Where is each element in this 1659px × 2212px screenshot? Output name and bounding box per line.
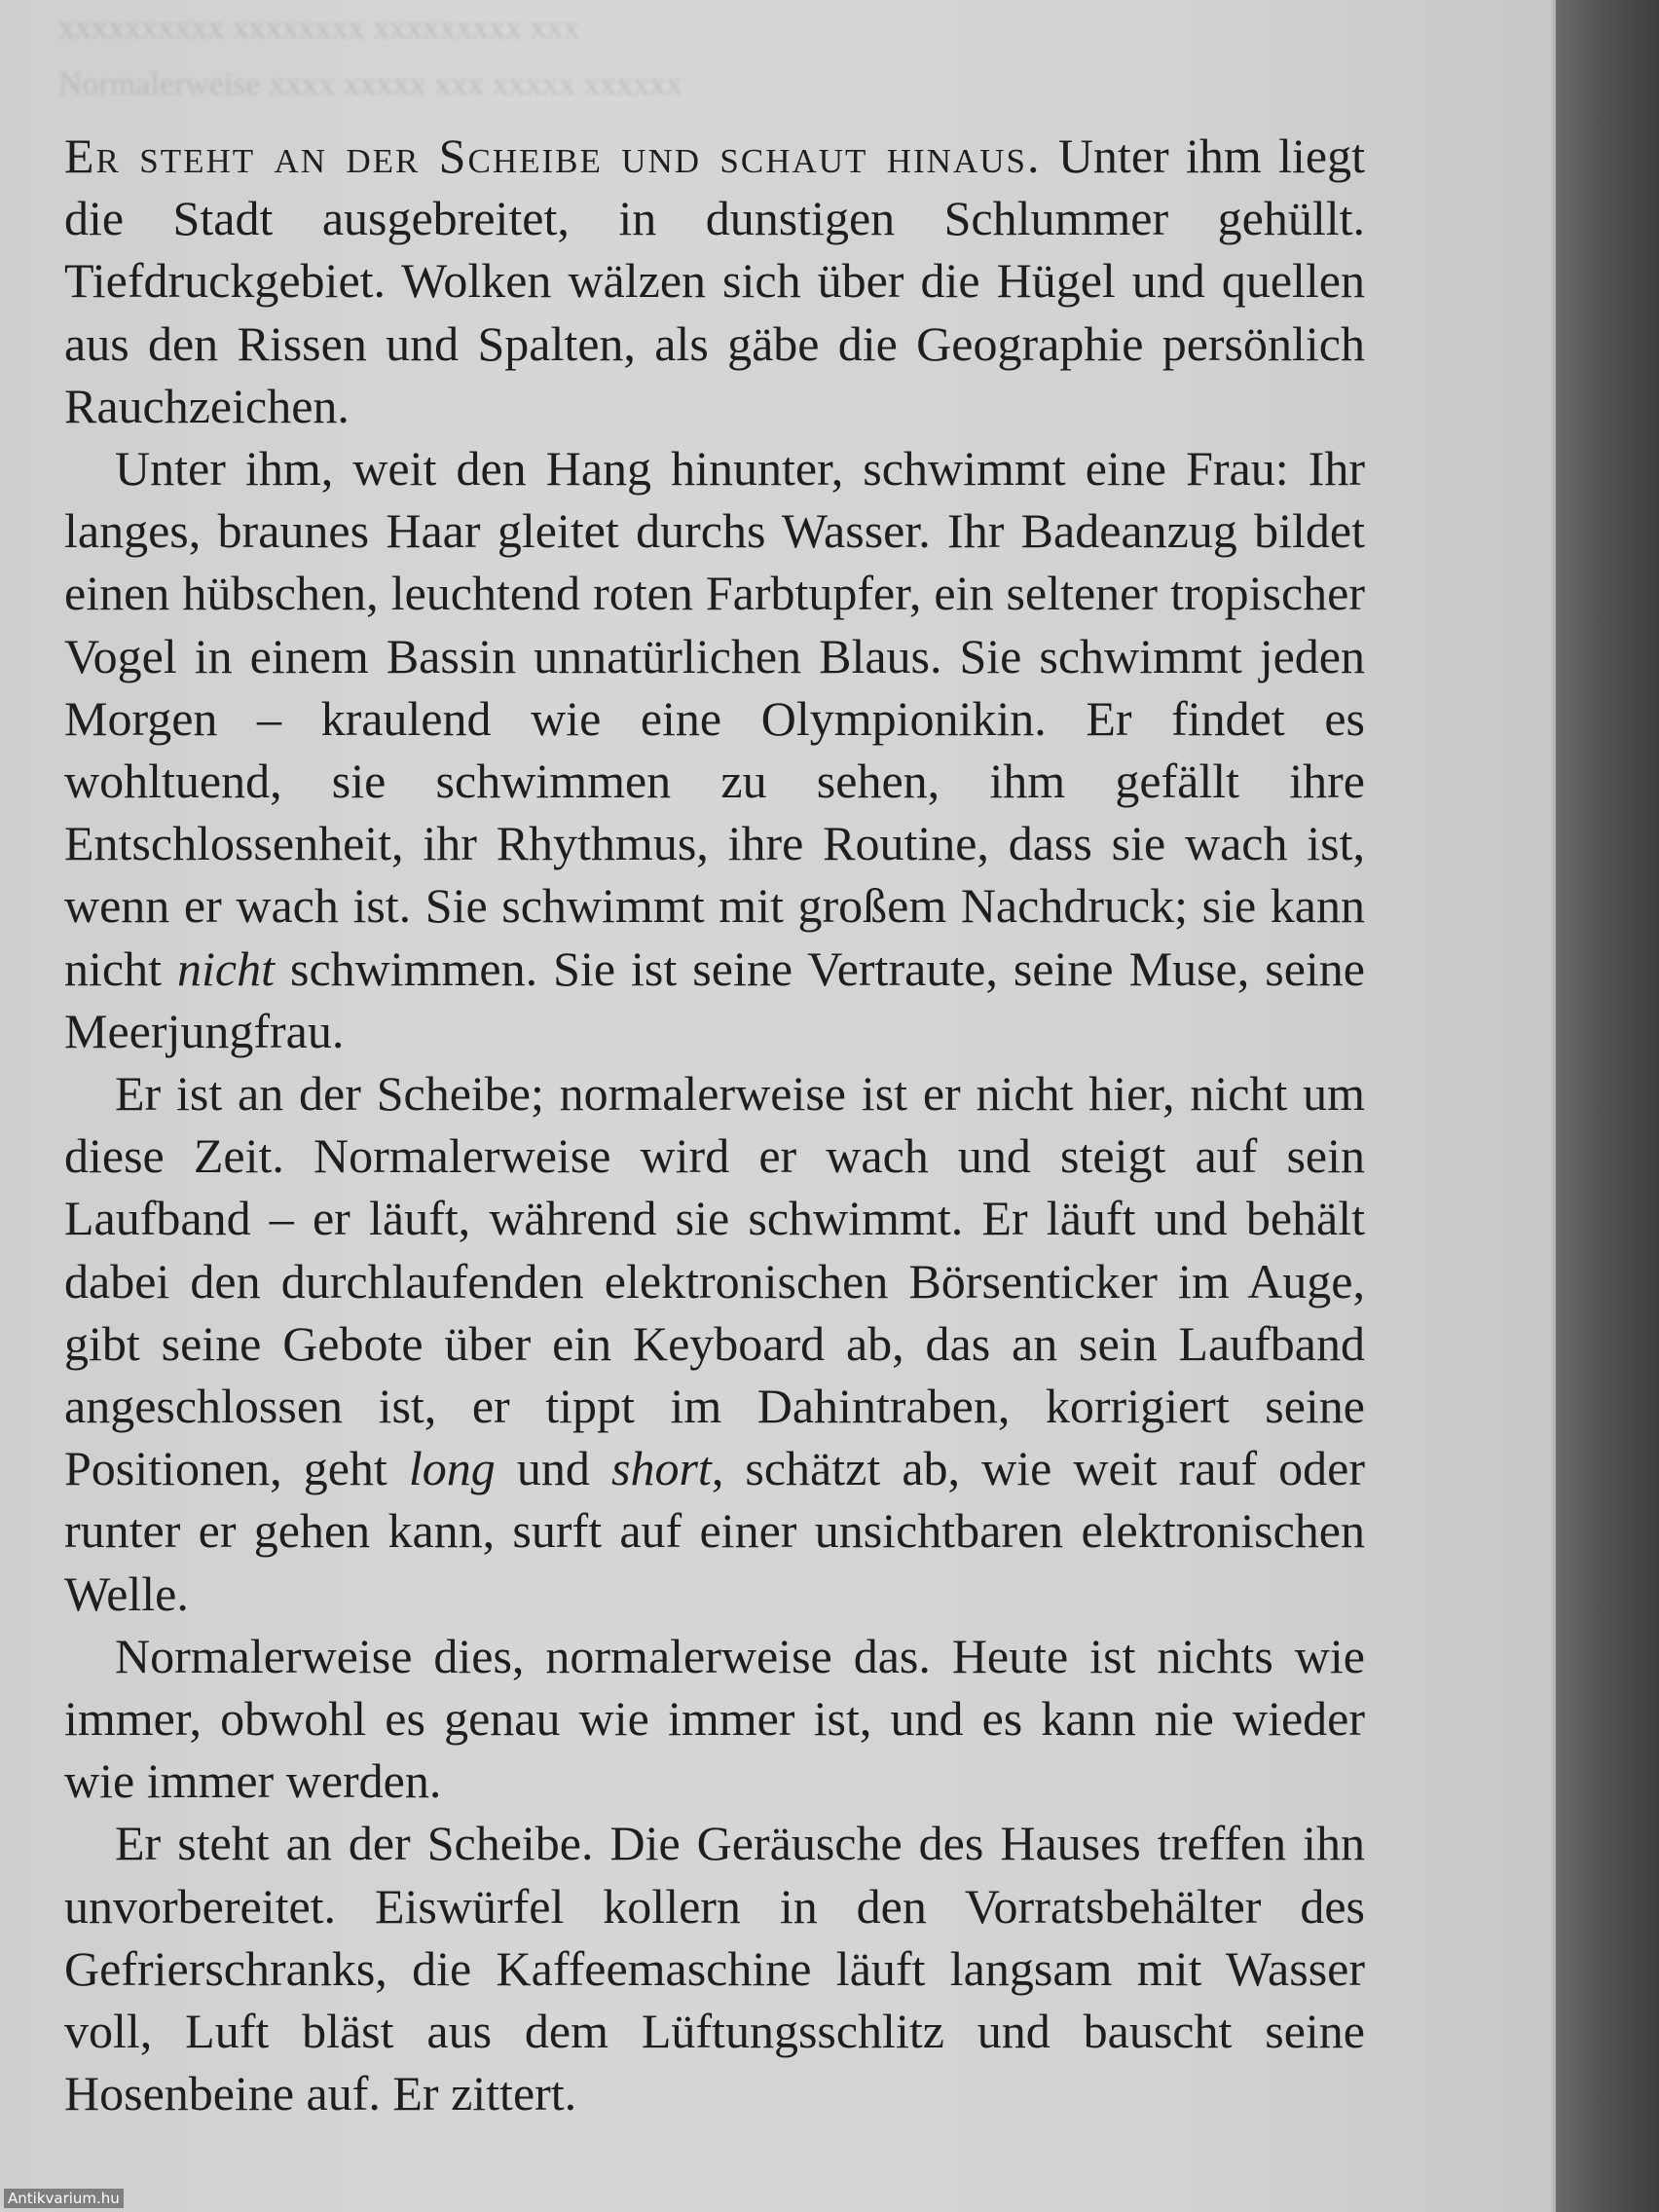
paragraph-text: Unter ihm liegt die Stadt ausgebreitet, in dunstigen Schlummer gehüllt. Tiefdruckgebiet. Wolken wälzen sich über die Hügel und quellen aus den Rissen und Spalten, als gäbe die Geographie persönlich Rauchzeichen.: [64, 129, 1366, 433]
paragraph-text: und: [495, 1441, 611, 1496]
paragraph-text: Unter ihm, weit den Hang hinunter, schwimmt eine Frau: Ihr langes, braunes Haar gleitet durchs Wasser. Ihr Badeanzug bildet einen hübschen, leuchtend roten Farbtupfer, ein seltener tropischer Vogel in einem Bassin unnatürlichen Blaus. Sie schwimmt jeden Morgen – kraulend wie eine Olympionikin. Er findet es wohltuend, sie schwimmen zu sehen, ihm gefällt ihre Entschlossenheit, ihr Rhythmus, ihre Routine, dass sie wach ist, wenn er wach ist. Sie schwimmt mit großem Nachdruck; sie kann nicht: [64, 441, 1365, 996]
paragraph-text: schwimmen. Sie ist seine Vertraute, seine Muse, seine Meerjungfrau.: [64, 940, 1365, 1058]
watermark: Antikvarium.hu: [4, 2189, 124, 2208]
italic-word: short: [611, 1441, 712, 1496]
italic-word: long: [408, 1441, 496, 1496]
paragraph-text: Er ist an der Scheibe; normalerweise ist er nicht hier, nicht um diese Zeit. Normalerweise wird er wach und steigt auf sein Laufband – er läuft, während sie schwimmt. Er läuft und behält dabei den durchlaufenden elektronischen Börsenticker im Auge, gibt seine Gebote über ein Keyboard ab, das an sein Laufband angeschlossen ist, er tippt im Dahintraben, korrigiert seine Positionen, geht: [64, 1066, 1365, 1496]
paragraph-3: [64, 1062, 1365, 1625]
paragraph-5: [64, 1812, 1365, 2124]
paragraph-text: Er steht an der Scheibe. Die Geräusche des Hauses treffen ihn unvorbereitet. Eiswürfel kollern in den Vorratsbehälter des Gefrierschranks, die Kaffeemaschine läuft langsam mit Wasser voll, Luft bläst aus dem Lüftungsschlitz und bauscht seine Hosenbeine auf. Er zittert.: [64, 1816, 1365, 2121]
paragraph-1: [64, 125, 1365, 437]
book-spine: [1556, 0, 1659, 2212]
bleed-line: Normalerweise xxxx xxxxx xxx xxxxx xxxxxx: [58, 66, 683, 102]
italic-word: nicht: [177, 940, 275, 996]
bleed-through-text: [58, 0, 1324, 117]
opening-smallcaps: Er steht an der Scheibe und schaut hinaus.: [64, 129, 1042, 183]
body-text: [64, 125, 1365, 2125]
paragraph-2: [64, 437, 1365, 1062]
paragraph-text: Normalerweise dies, normalerweise das. Heute ist nichts wie immer, obwohl es genau wie immer ist, und es kann nie wieder wie immer werden.: [64, 1628, 1365, 1809]
paragraph-4: [64, 1625, 1365, 1813]
paragraph-text: , schätzt ab, wie weit rauf oder runter er gehen kann, surft auf einer unsichtbaren elektronischen Welle.: [64, 1441, 1365, 1621]
bleed-line: xxxxxxxxxx xxxxxxxx xxxxxxxxx xxx: [58, 10, 580, 46]
